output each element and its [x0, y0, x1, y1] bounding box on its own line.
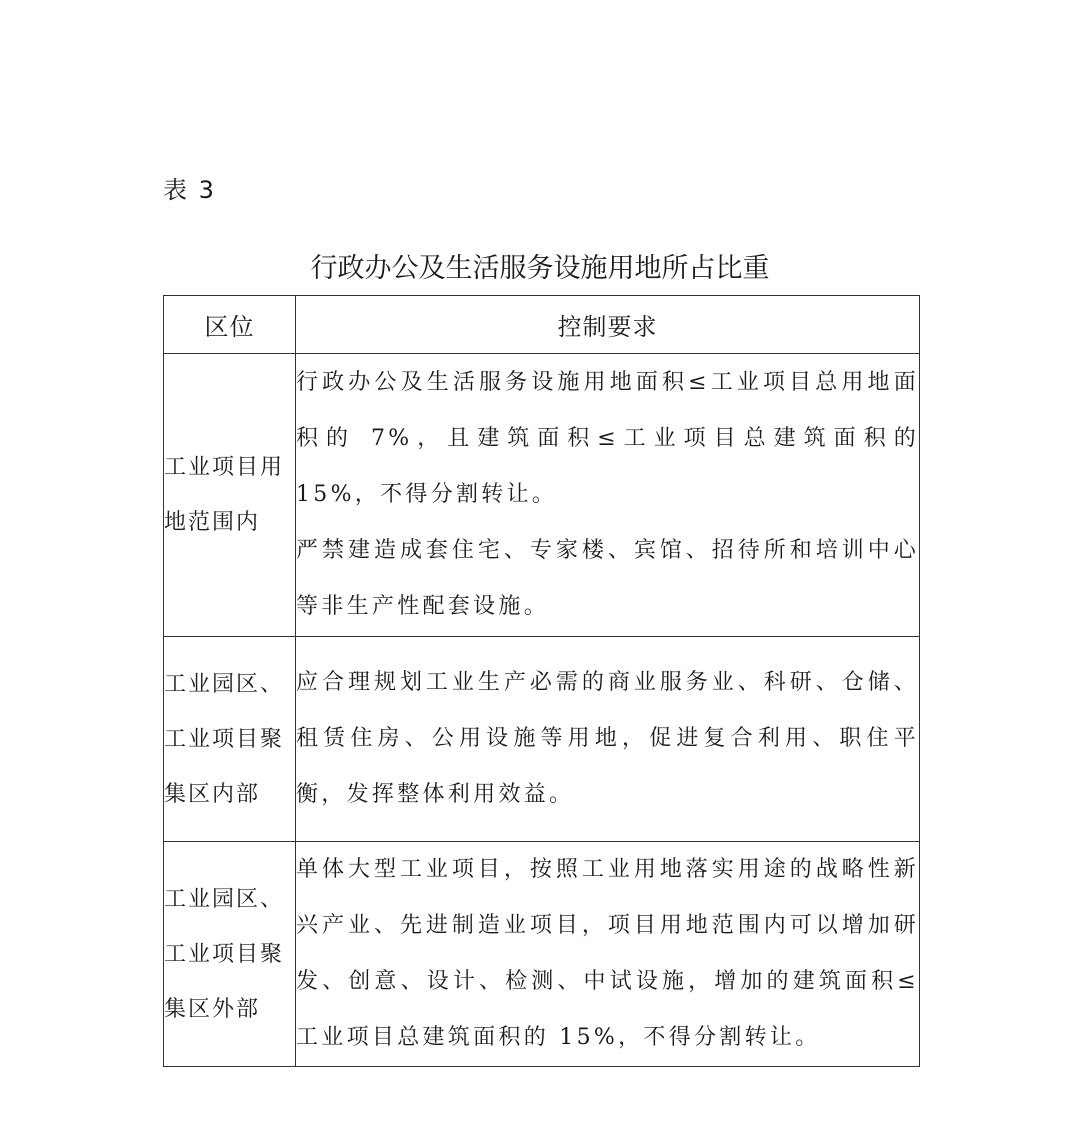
- requirement-cell: [296, 637, 920, 842]
- requirement-paragraph: 单体大型工业项目，按照工业用地落实用途的战略性新兴产业、先进制造业项目，项目用地范围内可以增加研发、创意、设计、检测、中试设施，增加的建筑面积≤工业项目总建筑面积的 15%，不得分割转让。: [296, 857, 919, 1050]
- table-row: [164, 842, 920, 1067]
- region-cell: 工业园区、工业项目聚集区外部: [164, 842, 296, 1067]
- requirement-paragraph: 应合理规划工业生产必需的商业服务业、科研、仓储、租赁住房、公用设施等用地，促进复合利用、职住平衡，发挥整体利用效益。: [296, 670, 919, 807]
- header-region: 区位: [164, 296, 296, 354]
- requirement-paragraph: 严禁建造成套住宅、专家楼、宾馆、招待所和培训中心等非生产性配套设施。: [296, 538, 919, 619]
- table-row: [164, 354, 920, 637]
- table-header-row: [164, 296, 920, 354]
- ratio-table: [163, 295, 920, 1067]
- region-cell: 工业园区、工业项目聚集区内部: [164, 637, 296, 842]
- requirement-cell: [296, 354, 920, 637]
- header-requirement: 控制要求: [296, 296, 920, 354]
- table-number-label: 表 3: [163, 176, 216, 204]
- requirement-paragraph: 行政办公及生活服务设施用地面积≤工业项目总用地面积的 7%，且建筑面积≤工业项目总建筑面积的 15%，不得分割转让。: [296, 370, 919, 507]
- table-title: 行政办公及生活服务设施用地所占比重: [310, 253, 770, 284]
- requirement-cell: [296, 842, 920, 1067]
- region-cell: 工业项目用地范围内: [164, 354, 296, 637]
- table-row: [164, 637, 920, 842]
